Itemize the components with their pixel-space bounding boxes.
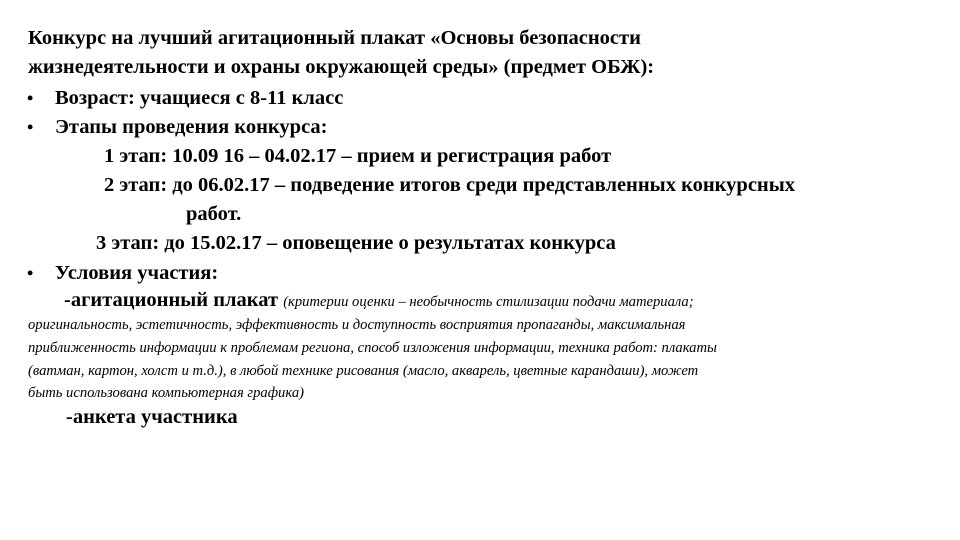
bullet-marker: • <box>27 88 34 108</box>
title-line-1: Конкурс на лучший агитационный плакат «Основы безопасности <box>28 27 641 49</box>
bullet-marker: • <box>27 117 34 137</box>
criteria-line-3: (ватман, картон, холст и т.д.), в любой технике рисования (масло, акварель, цветные карандаши), может <box>28 363 699 379</box>
poster-criteria-start: (критерии оценки – необычность стилизации подачи материала; <box>283 294 694 310</box>
bullet-conditions: Условия участия: <box>55 262 219 284</box>
questionnaire-condition: -анкета участника <box>66 406 238 428</box>
criteria-line-1: оригинальность, эстетичность, эффективность и доступность восприятия пропаганды, максимальная <box>28 317 686 333</box>
poster-condition <box>64 288 694 314</box>
bullet-age: Возраст: учащиеся с 8-11 класс <box>55 87 344 109</box>
title-line-2: жизнедеятельности и охраны окружающей среды» (предмет ОБЖ): <box>28 56 655 78</box>
bullet-marker: • <box>27 263 34 283</box>
criteria-line-4: быть использована компьютерная графика) <box>28 385 304 401</box>
stage-2-line-2: работ. <box>186 203 242 225</box>
stage-2-line-1: 2 этап: до 06.02.17 – подведение итогов среди представленных конкурсных <box>104 174 796 196</box>
poster-label: -агитационный плакат <box>64 289 284 311</box>
stage-3: 3 этап: до 15.02.17 – оповещение о результатах конкурса <box>96 232 616 254</box>
criteria-line-2: приближенность информации к проблемам региона, способ изложения информации, техника работ: плакаты <box>28 340 717 356</box>
bullet-stages: Этапы проведения конкурса: <box>55 116 328 138</box>
stage-1: 1 этап: 10.09 16 – 04.02.17 – прием и регистрация работ <box>104 145 612 167</box>
